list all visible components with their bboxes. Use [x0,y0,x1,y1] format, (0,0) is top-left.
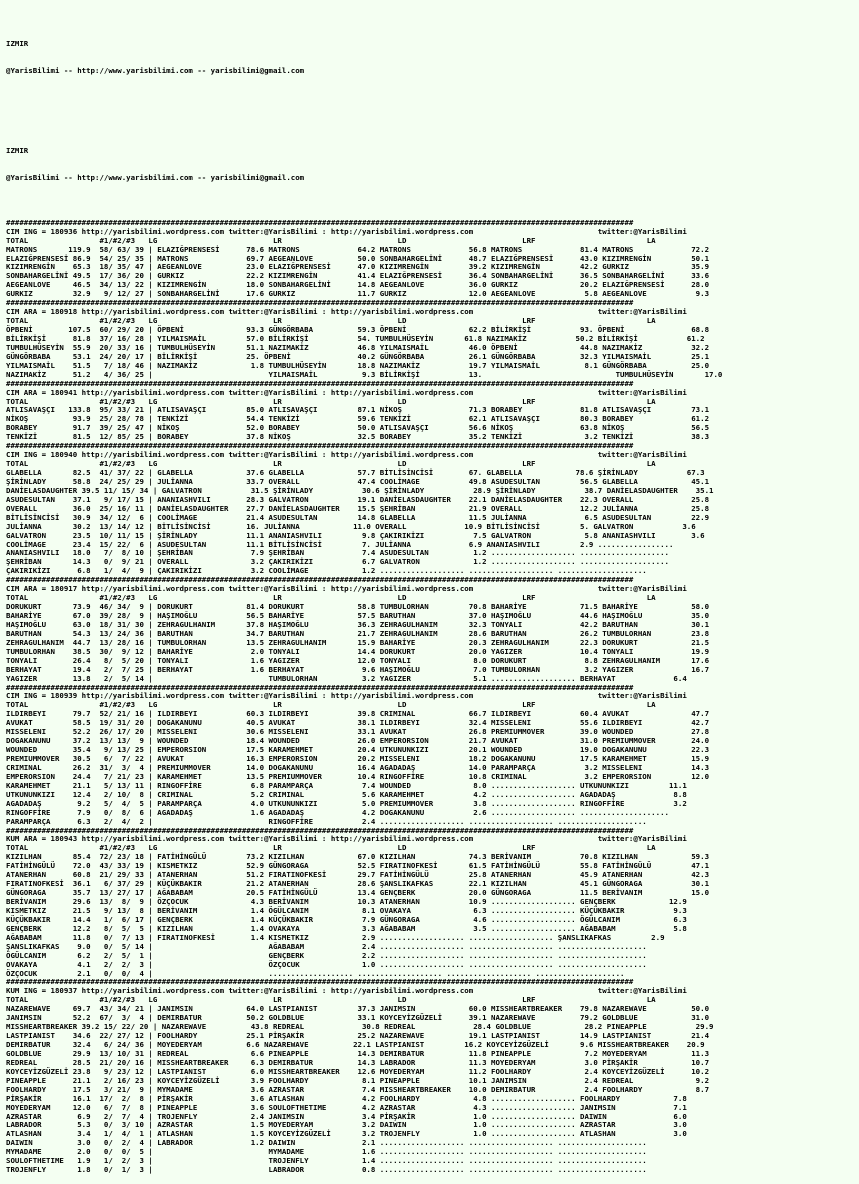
race-section [6,978,853,1175]
table-row: KOYCEYİZGÜZELİ 23.8 9/ 23/ 12 | LASTPIANIST 6.0 MISSHEARTBREAKER 12.6 MOYEDERYAM 11.2 FOOLHARDY 2.4 KOYCEYİZGÜZELİ 10.2 [6,1066,710,1076]
header-line [6,94,853,103]
table-header-row: TOTAL #1/#2/#3 LG LR LD LRF LA [6,459,656,469]
table-row: GLABELLA 82.5 41/ 37/ 22 | GLABELLA 37.6 GLABELLA 57.7 BİTLİSİNCİSİ 67. GLABELLA 78.6 ŞİRİNLADY 67.3 [6,468,705,478]
table-header-row: TOTAL #1/#2/#3 LG LR LD LRF LA [6,316,656,326]
table-row: KIZILHAN 85.4 72/ 23/ 18 | FATİHİNGÜLÜ 73.2 KIZILHAN 67.0 KIZILHAN 74.3 BERİVANIM 70.8 KIZILHAN 59.3 [6,852,710,862]
table-row: JANIMSIN 52.2 67/ 3/ 4 | DEMIRBATUR 50.2 GOLDBLUE 33.1 KOYCEYİZGÜZELİ 39.1 NAZAREWAVE 79.2 GOLDBLUE 31.0 [6,1013,710,1023]
table-row: PARAMPARÇA 6.3 2/ 4/ 2 | RINGOFFİRE 2.4 ................... ................... .................... [6,816,647,826]
table-row: DAIWIN 3.0 0/ 2/ 4 | LABRADOR 1.2 DAIWIN 2.1 ................... ................... .................... [6,1138,647,1148]
race-sections [6,219,853,1175]
table-row: NİKOŞ 93.9 25/ 28/ 78 | TENKİZİ 54.4 TENKİZİ 59.6 TENKİZİ 62.1 ATLISAVAŞÇI 80.3 BORABEY 61.2 [6,414,710,424]
table-row: MISSELENI 52.2 26/ 17/ 20 | MISSELENI 30.6 MISSELENI 33.1 AVUKAT 26.8 PREMIUMMOVER 39.0 WOUNDED 27.8 [6,727,710,737]
table-row: AEGEANLOVE 46.5 34/ 13/ 22 | KIZIMRENGİN 18.0 SONBAHARGELİNİ 14.8 AEGEANLOVE 36.0 GURKIZ 20.2 ELAZIĞPRENSESİ 28.0 [6,280,710,290]
table-row: AVUKAT 58.5 19/ 31/ 20 | DOGAKANUNU 40.5 AVUKAT 38.1 ILDIRBEYI 32.4 MISSELENI 55.6 ILDIRBEYI 42.7 [6,718,710,728]
section-separator: ############################################################################################################################################# [6,575,634,585]
table-row: ŞİRİNLADY 58.8 24/ 25/ 29 | JULİANNA 33.7 OVERALL 47.4 COOLİMAGE 49.8 ASUDESULTAN 56.5 GLABELLA 45.1 [6,476,710,486]
table-header-row: TOTAL #1/#2/#3 LG LR LD LRF LA [6,843,656,853]
section-separator: ############################################################################################################################################# [6,217,634,227]
table-row: TROJENFLY 1.8 0/ 1/ 3 | LABRADOR 0.8 ................... ................... .................... [6,1165,647,1175]
header-line: @YarisBilimi -- http://www.yarisbilimi.com -- yarisbilimi@gmail.com [6,173,305,183]
table-row: TONYALI 26.4 8/ 5/ 20 | TONYALI 1.6 YAGIZER 12.0 TONYALI 8.0 DORUKURT 8.8 ZEHRAGULHANIM 17.6 [6,655,710,665]
table-row: MYMADAME 2.0 0/ 0/ 5 | MYMADAME 1.6 ................... ................... .................... [6,1147,647,1157]
table-row: OVAKAYA 4.1 2/ 2/ 3 | ÖZÇOCUK 1.0 ................... ................... .................... [6,959,647,969]
table-row: ELAZIĞPRENSESİ 86.9 54/ 25/ 35 | MATRONS 69.7 AEGEANLOVE 50.0 SONBAHARGELİNİ 48.7 ELAZIĞPRENSESİ 43.0 KIZIMRENGİN 50.1 [6,253,710,263]
table-row: KISMETKIZ 21.5 9/ 13/ 8 | BERİVANIM 1.4 ÖGÜLCANIM 8.1 OVAKAYA 6.3 ................... KÜÇÜKBAKIR 9.3 [6,905,687,915]
table-row: ILDIRBEYI 79.7 52/ 21/ 16 | ILDIRBEYI 60.3 ILDIRBEYI 39.8 CRIMINAL 66.7 ILDIRBEYI 60.4 AVUKAT 47.7 [6,709,710,719]
table-row: FOOLHARDY 17.5 3/ 21/ 9 | MYMADAME 3.6 AZRASTAR 7.4 MISSHEARTBREAKER 10.0 DEMIRBATUR 2.4 FOOLHARDY 8.7 [6,1084,710,1094]
header-line [6,120,853,129]
section-separator: ############################################################################################################################################# [6,441,634,451]
table-row: KÜÇÜKBAKIR 14.4 1/ 6/ 17 | GENÇBERK 1.4 KÜÇÜKBAKIR 7.9 GÜNGORAGA 4.6 ................... ÖGÜLCANIM 6.3 [6,914,687,924]
table-row: DOGAKANUNU 37.2 13/ 13/ 9 | WOUNDED 18.4 WOUNDED 26.0 EMPERORSION 21.7 AVUKAT 31.0 PREMIUMMOVER 24.0 [6,736,710,746]
table-row: AZRASTAR 6.9 2/ 7/ 4 | TROJENFLY 2.4 JANIMSIN 3.4 PİRŞAKİR 1.0 ................... DAIWIN 6.0 [6,1111,687,1121]
table-row: ÖPBENİ 107.5 60/ 29/ 20 | ÖPBENİ 93.3 GÜNGÖRBABA 59.3 ÖPBENİ 62.2 BİLİRKİŞİ 93. ÖPBENİ 68.8 [6,325,710,335]
table-row: OVERALL 36.0 25/ 16/ 11 | DANİELASDAUGHTER 27.7 DANİELASDAUGHTER 15.5 ŞEHRİBAN 21.9 OVERALL 12.2 JULİANNA 25.8 [6,503,710,513]
table-row: GENÇBERK 12.2 8/ 5/ 5 | KIZILHAN 1.4 OVAKAYA 3.3 AĞABABAM 3.5 ................... AĞABABAM 5.8 [6,923,687,933]
table-row: AĞABABAM 11.8 0/ 7/ 13 | FIRATINOFKESİ 1.4 KISMETKIZ 2.9 ................... ................... ŞANSLIKAFKAS 2.9 [6,932,665,942]
table-header-row: TOTAL #1/#2/#3 LG LR LD LRF LA [6,593,656,603]
table-row: GURKIZ 32.9 9/ 12/ 27 | SONBAHARGELİNİ 17.6 GURKIZ 11.7 GURKIZ 12.0 AEGEANLOVE 5.8 AEGEANLOVE 9.3 [6,289,710,299]
table-row: ANANIASHVILI 18.0 7/ 8/ 10 | ŞEHRİBAN 7.9 ŞEHRİBAN 7.4 ASUDESULTAN 1.2 ................... .................... [6,548,669,558]
table-row: REDREAL 28.5 21/ 20/ 16 | MISSHEARTBREAKER 6.3 DEMIRBATUR 14.3 LABRADOR 11.3 MOYEDERYAM 3.0 PİRŞAKİR 10.7 [6,1057,710,1067]
section-separator: ############################################################################################################################################# [6,977,634,987]
table-header-row: TOTAL #1/#2/#3 LG LR LD LRF LA [6,700,656,710]
table-row: BERİVANIM 29.6 13/ 8/ 9 | ÖZÇOCUK 4.3 BERİVANIM 10.3 ATANERHAN 10.9 ................... GENÇBERK 12.9 [6,897,687,907]
table-row: GÜNGORAGA 35.7 13/ 27/ 17 | AĞABABAM 20.5 FATİHİNGÜLÜ 13.4 GENÇBERK 20.0 GÜNGORAGA 11.5 BERİVANIM 15.0 [6,888,710,898]
table-row: ÇAKIRIKİZI 6.8 1/ 4/ 9 | ÇAKIRIKİZI 3.2 COOLİMAGE 1.2 ................... ................... .................... [6,566,647,576]
table-row: YILMAISMAİL 51.5 7/ 18/ 46 | NAZIMAKİZ 1.8 TUMBULHÜSEYİN 18.8 NAZIMAKİZ 19.7 YILMAISMAİL 8.1 GÜNGÖRBABA 25.0 [6,360,710,370]
table-header-row: TOTAL #1/#2/#3 LG LR LD LRF LA [6,396,656,406]
race-section [6,827,853,979]
table-row: RINGOFFİRE 7.9 0/ 8/ 6 | AGADADAŞ 1.6 AGADADAŞ 4.2 DOGAKANUNU 2.6 ................... .................... [6,807,669,817]
table-row: GÜNGÖRBABA 53.1 24/ 20/ 17 | BİLİRKİŞİ 25. ÖPBENİ 40.2 GÜNGÖRBABA 26.1 GÜNGÖRBABA 32.3 YILMAISMAİL 25.1 [6,351,710,361]
table-row: PINEAPPLE 21.1 2/ 16/ 23 | KOYCEYİZGÜZELİ 3.9 FOOLHARDY 8.1 PINEAPPLE 10.1 JANIMSIN 2.4 REDREAL 9.2 [6,1075,710,1085]
table-row: ŞEHRİBAN 14.3 0/ 9/ 21 | OVERALL 3.2 ÇAKIRIKİZI 6.7 GALVATRON 1.2 ................... .................... [6,557,669,567]
table-row: CRIMINAL 26.2 31/ 3/ 4 | PREMIUMMOVER 14.0 DOGAKANUNU 16.4 AGADADAŞ 14.0 PARAMPARÇA 3.2 MISSELENI 14.3 [6,762,710,772]
table-row: GALVATRON 23.5 10/ 11/ 15 | ŞİRİNLADY 11.1 ANANIASHVILI 9.8 ÇAKIRIKİZI 7.5 GALVATRON 5.8 ANANIASHVILI 3.6 [6,530,705,540]
header-line: @YarisBilimi -- http://www.yarisbilimi.com -- yarisbilimi@gmail.com [6,65,305,75]
table-row: AGADADAŞ 9.2 5/ 4/ 5 | PARAMPARÇA 4.0 UTKUNUNKIZI 5.0 PREMIUMMOVER 3.8 ................... RINGOFFİRE 3.2 [6,798,687,808]
table-header-row: TOTAL #1/#2/#3 LG LR LD LRF LA [6,235,656,245]
race-section [6,219,853,299]
section-title: KUM ING = 180937 http://yarisbilimi.wordpress.com twitter:@YarisBilimi : http://yarisbilimi.wordpress.com twitter:@YarisBilimi [6,986,687,996]
section-separator: ############################################################################################################################################# [6,682,634,692]
table-row: ATLISAVAŞÇI 133.8 95/ 33/ 21 | ATLISAVAŞÇI 85.0 ATLISAVAŞÇI 87.1 NİKOŞ 71.3 BORABEY 81.8 ATLISAVAŞÇI 73.1 [6,405,710,415]
table-row: YAGIZER 13.8 2/ 5/ 14 | TUMBULORHAN 3.2 YAGIZER 5.1 ................... BERHAYAT 6.4 [6,673,687,683]
table-row: ÖGÜLCANIM 6.2 2/ 5/ 1 | GENÇBERK 2.2 ................... ................... .................... [6,950,647,960]
section-separator: ############################################################################################################################################# [6,825,634,835]
table-row: ASUDESULTAN 37.1 9/ 17/ 15 | ANANIASHVILI 28.3 GALVATRON 19.1 DANİELASDAUGHTER 22.1 DANİELASDAUGHTER 22.3 OVERALL 25.8 [6,494,710,504]
table-row: MOYEDERYAM 12.0 6/ 7/ 8 | PINEAPPLE 3.6 SOULOFTHETIME 4.2 AZRASTAR 4.3 ................... JANIMSIN 7.1 [6,1102,687,1112]
table-row: MATRONS 119.9 58/ 63/ 39 | ELAZIĞPRENSESİ 78.6 MATRONS 64.2 MATRONS 56.8 MATRONS 81.4 MATRONS 72.2 [6,244,710,254]
table-row: LABRADOR 5.3 0/ 3/ 10 | AZRASTAR 1.5 MOYEDERYAM 3.2 DAIWIN 1.0 ................... AZRASTAR 3.0 [6,1120,687,1130]
document-header [6,22,853,201]
table-row: BİLİRKİŞİ 81.8 37/ 16/ 28 | YILMAISMAİL 57.0 BİLİRKİŞİ 54. TUMBULHÜSEYİN 61.8 NAZIMAKİZ 50.2 BİLİRKİŞİ 61.2 [6,333,705,343]
section-title: CIM ARA = 180918 http://yarisbilimi.wordpress.com twitter:@YarisBilimi : http://yarisbilimi.wordpress.com twitter:@YarisBilimi [6,307,687,317]
table-row: JULİANNA 30.2 13/ 14/ 12 | BİTLİSİNCİSİ 16. JULİANNA 11.0 OVERALL 10.9 BİTLİSİNCİSİ 5. GALVATRON 3.6 [6,521,696,531]
table-row: WOUNDED 35.4 9/ 13/ 25 | EMPERORSION 17.5 KARAMEHMET 20.4 UTKUNUNKIZI 20.1 WOUNDED 19.0 DOGAKANUNU 22.3 [6,745,710,755]
table-row: BARUTHAN 54.3 13/ 24/ 36 | BARUTHAN 34.7 BARUTHAN 21.7 ZEHRAGULHANIM 28.6 BARUTHAN 26.2 TUMBULORHAN 23.8 [6,628,710,638]
table-row: BAHARİYE 67.0 39/ 28/ 9 | HAŞIMOĞLU 56.5 BAHARİYE 57.5 BARUTHAN 37.0 HAŞIMOĞLU 44.6 HAŞIMOĞLU 35.0 [6,611,710,621]
table-row: SOULOFTHETIME 1.9 1/ 2/ 3 | TROJENFLY 1.4 ................... ................... .................... [6,1156,647,1166]
table-row: PİRŞAKİR 16.1 17/ 2/ 8 | PİRŞAKİR 3.6 ATLASHAN 4.2 FOOLHARDY 4.8 ................... FOOLHARDY 7.8 [6,1093,687,1103]
race-section [6,299,853,379]
table-row: ÖZÇOCUK 2.1 0/ 0/ 4 | ................... ................... ................... .................... [6,968,625,978]
table-row: COOLİMAGE 23.4 15/ 22/ 6 | ASUDESULTAN 11.1 BİTLİSİNCİSİ 7. JULİANNA 6.9 ANANIASHVILI 2.9 ................. [6,539,674,549]
section-title: CIM ARA = 180917 http://yarisbilimi.wordpress.com twitter:@YarisBilimi : http://yarisbilimi.wordpress.com twitter:@YarisBilimi [6,584,687,594]
table-row: BERHAYAT 19.4 2/ 7/ 25 | BERHAYAT 1.6 BERHAYAT 9.6 HAŞIMOĞLU 7.0 TUMBULORHAN 3.2 YAGIZER 16.7 [6,664,710,674]
header-line: IZMIR [6,146,29,156]
section-separator: ############################################################################################################################################# [6,298,634,308]
table-row: DANİELASDAUGHTER 39.5 11/ 15/ 34 | GALVATRON 31.5 ŞİRİNLADY 30.6 ŞİRİNLADY 28.9 ŞİRİNLADY 38.7 DANİELASDAUGHTER 35.1 [6,485,714,495]
header-line: IZMIR [6,38,29,48]
race-section [6,684,853,827]
table-row: TENKİZİ 81.5 12/ 85/ 25 | BORABEY 37.8 NİKOŞ 32.5 BORABEY 35.2 TENKİZİ 3.2 TENKİZİ 38.3 [6,432,710,442]
table-row: KIZIMRENGİN 65.3 18/ 35/ 47 | AEGEANLOVE 23.0 ELAZIĞPRENSESİ 47.0 KIZIMRENGİN 39.2 KIZIMRENGİN 42.2 GURKIZ 35.9 [6,262,710,272]
table-row: HAŞIMOĞLU 63.0 18/ 31/ 30 | ZEHRAGULHANIM 37.8 HAŞIMOĞLU 36.3 ZEHRAGULHANIM 32.3 TONYALI 42.2 BARUTHAN 30.1 [6,619,710,629]
table-row: FIRATINOFKESİ 36.1 6/ 37/ 29 | KÜÇÜKBAKIR 21.2 ATANERHAN 28.6 ŞANSLIKAFKAS 22.1 KIZILHAN 45.1 GÜNGORAGA 30.1 [6,879,710,889]
table-row: BORABEY 91.7 39/ 25/ 47 | NİKOŞ 52.0 BORABEY 50.0 ATLISAVAŞÇI 56.6 NİKOŞ 63.8 NİKOŞ 56.5 [6,423,710,433]
table-row: GOLDBLUE 29.9 13/ 10/ 31 | REDREAL 6.6 PINEAPPLE 14.3 DEMIRBATUR 11.8 PINEAPPLE 7.2 MOYEDERYAM 11.3 [6,1048,710,1058]
table-header-row: TOTAL #1/#2/#3 LG LR LD LRF LA [6,995,656,1005]
race-section [6,380,853,443]
table-row: TUMBULORHAN 38.5 30/ 9/ 12 | BAHARİYE 2.0 TONYALI 14.4 DORUKURT 20.0 YAGIZER 10.4 TONYALI 19.9 [6,646,710,656]
section-title: KUM ARA = 180943 http://yarisbilimi.wordpress.com twitter:@YarisBilimi : http://yarisbilimi.wordpress.com twitter:@YarisBilimi [6,834,687,844]
section-separator: ############################################################################################################################################# [6,378,634,388]
table-row: ŞANSLIKAFKAS 9.0 0/ 5/ 14 | AĞABABAM 2.4 ................... ................... .................... [6,941,647,951]
table-row: DEMIRBATUR 32.4 6/ 24/ 36 | MOYEDERYAM 6.6 NAZAREWAVE 22.1 LASTPIANIST 16.2 KOYCEYİZGÜZELİ 9.6 MISSHEARTBREAKER 20.9 [6,1040,705,1050]
table-row: EMPERORSION 24.4 7/ 21/ 23 | KARAMEHMET 13.5 PREMIUMMOVER 10.4 RINGOFFİRE 10.8 CRIMINAL 3.2 EMPERORSION 12.0 [6,771,710,781]
table-row: BİTLİSİNCİSİ 30.9 34/ 12/ 6 | COOLİMAGE 21.4 ASUDESULTAN 14.8 GLABELLA 11.5 JULİANNA 6.5 ASUDESULTAN 22.9 [6,512,710,522]
table-row: ZEHRAGULHANIM 44.7 13/ 28/ 16 | TUMBULORHAN 13.5 ZEHRAGULHANIM 15.9 BAHARİYE 20.3 ZEHRAGULHANIM 22.3 DORUKURT 21.5 [6,637,710,647]
table-row: PREMIUMMOVER 30.5 6/ 7/ 22 | AVUKAT 16.3 EMPERORSION 20.2 MISSELENI 18.2 DOGAKANUNU 17.5 KARAMEHMET 15.9 [6,754,710,764]
table-row: NAZAREWAVE 69.7 43/ 34/ 21 | JANIMSIN 64.0 LASTPIANIST 37.3 JANIMSIN 60.0 MISSHEARTBREAKER 79.8 NAZAREWAVE 50.0 [6,1004,710,1014]
table-row: DORUKURT 73.9 46/ 34/ 9 | DORUKURT 81.4 DORUKURT 58.8 TUMBULORHAN 70.8 BAHARİYE 71.5 BAHARİYE 58.0 [6,602,710,612]
section-title: CIM ING = 180936 http://yarisbilimi.wordpress.com twitter:@YarisBilimi : http://yarisbilimi.wordpress.com twitter:@YarisBilimi [6,226,687,236]
table-row: KARAMEHMET 21.1 5/ 13/ 11 | RINGOFFİRE 6.8 PARAMPARÇA 7.4 WOUNDED 8.0 ................... UTKUNUNKIZI 11.1 [6,780,687,790]
race-section [6,442,853,576]
table-row: ATANERHAN 60.8 21/ 29/ 33 | ATANERHAN 51.2 FIRATINOFKESİ 29.7 FATİHİNGÜLÜ 25.8 ATANERHAN 45.9 ATANERHAN 42.3 [6,870,710,880]
table-row: NAZIMAKİZ 51.2 4/ 36/ 25 | YILMAISMAİL 9.3 BİLİRKİŞİ 13. TUMBULHÜSEYİN 17.0 [6,369,723,379]
table-row: MISSHEARTBREAKER 39.2 15/ 22/ 20 | NAZAREWAVE 43.8 REDREAL 30.8 REDREAL 28.4 GOLDBLUE 28.2 PINEAPPLE 29.9 [6,1022,714,1032]
table-row: UTKUNUNKIZI 12.4 2/ 10/ 8 | CRIMINAL 5.2 CRIMINAL 5.6 KARAMEHMET 4.2 ................... AGADADAŞ 8.8 [6,789,687,799]
table-row: ATLASHAN 3.4 1/ 4/ 1 | ATLASHAN 1.5 KOYCEYİZGÜZELİ 3.2 TROJENFLY 1.0 ................... ATLASHAN 3.0 [6,1129,687,1139]
section-title: CIM ING = 180940 http://yarisbilimi.wordpress.com twitter:@YarisBilimi : http://yarisbilimi.wordpress.com twitter:@YarisBilimi [6,450,687,460]
table-row: FATİHİNGÜLÜ 72.0 43/ 33/ 19 | KISMETKIZ 52.9 GÜNGORAGA 52.5 FIRATINOFKESİ 61.5 FATİHİNGÜLÜ 55.8 FATİHİNGÜLÜ 47.1 [6,861,710,871]
table-row: LASTPIANIST 34.6 22/ 27/ 12 | FOOLHARDY 25.1 PİRŞAKİR 25.2 NAZAREWAVE 19.1 LASTPIANIST 14.9 LASTPIANIST 21.4 [6,1031,710,1041]
section-title: CIM ING = 180939 http://yarisbilimi.wordpress.com twitter:@YarisBilimi : http://yarisbilimi.wordpress.com twitter:@YarisBilimi [6,691,687,701]
table-row: SONBAHARGELİNİ 49.5 17/ 36/ 20 | GURKIZ 22.2 KIZIMRENGİN 41.4 ELAZIĞPRENSESİ 36.4 SONBAHARGELİNİ 36.5 SONBAHARGELİNİ 33.6 [6,271,710,281]
race-section [6,576,853,683]
table-row: TUMBULHÜSEYİN 55.9 20/ 33/ 16 | TUMBULHÜSEYİN 51.1 NAZIMAKİZ 46.8 YILMAISMAİL 46.0 ÖPBENİ 44.8 NAZIMAKİZ 32.2 [6,342,710,352]
section-title: CIM ARA = 180941 http://yarisbilimi.wordpress.com twitter:@YarisBilimi : http://yarisbilimi.wordpress.com twitter:@YarisBilimi [6,387,687,397]
